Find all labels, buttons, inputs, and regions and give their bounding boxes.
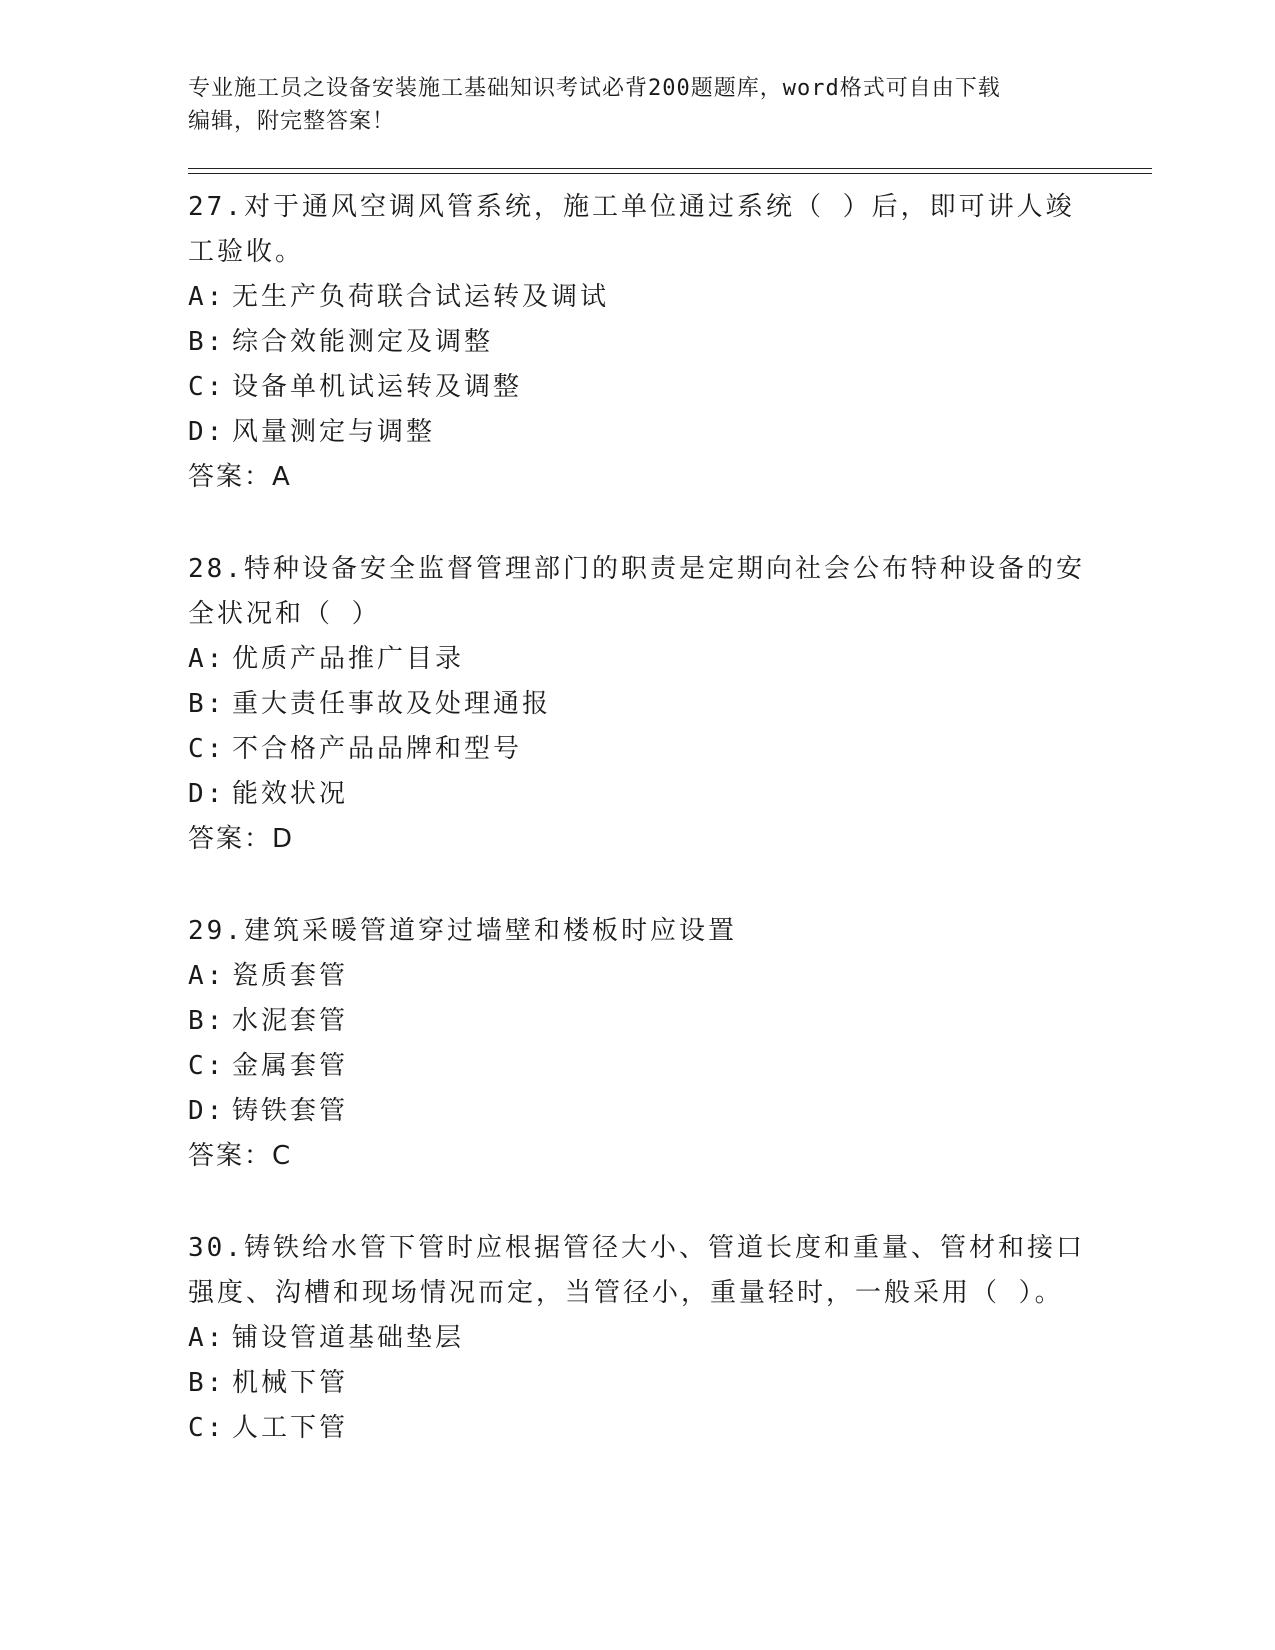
option-letter: B:	[188, 327, 226, 357]
option-text: 金属套管	[232, 1051, 349, 1081]
option-letter: B:	[188, 689, 226, 719]
option-text: 机械下管	[232, 1368, 349, 1398]
answer: 答案：D	[188, 824, 295, 854]
option-b	[188, 999, 1088, 1044]
document-header	[188, 72, 1068, 138]
option-b	[188, 682, 1088, 727]
answer: 答案：C	[188, 1141, 293, 1171]
question-text-line: 强度、沟槽和现场情况而定，当管径小，重量轻时，一般采用（ ）。	[188, 1278, 1064, 1308]
question-27	[188, 185, 1088, 500]
question-text	[188, 909, 1088, 954]
option-letter: C:	[188, 372, 226, 402]
question-text-line: 工验收。	[188, 237, 305, 267]
question-text-line: 29.建筑采暖管道穿过墙壁和楼板时应设置	[188, 916, 737, 946]
option-c	[188, 1406, 1088, 1451]
question-text	[188, 1226, 1088, 1316]
header-title-line-1: 专业施工员之设备安装施工基础知识考试必背200题题库，word格式可自由下载	[188, 76, 1001, 101]
question-28	[188, 547, 1088, 862]
question-30	[188, 1226, 1088, 1451]
option-text: 瓷质套管	[232, 961, 349, 991]
option-text: 优质产品推广目录	[232, 644, 465, 674]
option-b	[188, 1361, 1088, 1406]
answer: 答案：A	[188, 462, 292, 492]
option-d	[188, 772, 1088, 817]
option-d	[188, 410, 1088, 455]
option-text: 能效状况	[232, 779, 349, 809]
option-d	[188, 1089, 1088, 1134]
header-divider-bottom	[188, 173, 1152, 174]
option-text: 人工下管	[232, 1413, 349, 1443]
header-divider-top	[188, 168, 1152, 169]
option-letter: D:	[188, 417, 226, 447]
option-letter: D:	[188, 779, 226, 809]
option-c	[188, 365, 1088, 410]
question-29	[188, 909, 1088, 1179]
option-text: 重大责任事故及处理通报	[232, 689, 552, 719]
option-a	[188, 275, 1088, 320]
question-text-line: 27.对于通风空调风管系统，施工单位通过系统（ ）后，即可讲人竣	[188, 192, 1075, 222]
option-letter: C:	[188, 734, 226, 764]
option-a	[188, 637, 1088, 682]
option-letter: A:	[188, 1323, 226, 1353]
question-text-line: 30.铸铁给水管下管时应根据管径大小、管道长度和重量、管材和接口	[188, 1233, 1085, 1263]
option-b	[188, 320, 1088, 365]
option-c	[188, 1044, 1088, 1089]
question-list	[188, 185, 1088, 1498]
question-text	[188, 547, 1088, 637]
question-text	[188, 185, 1088, 275]
header-title-line-2: 编辑，附完整答案！	[188, 109, 396, 134]
option-a	[188, 1316, 1088, 1361]
option-text: 无生产负荷联合试运转及调试	[232, 282, 610, 312]
option-letter: D:	[188, 1096, 226, 1126]
option-letter: C:	[188, 1413, 226, 1443]
option-text: 设备单机试运转及调整	[232, 372, 523, 402]
option-letter: B:	[188, 1368, 226, 1398]
option-text: 不合格产品品牌和型号	[232, 734, 523, 764]
option-letter: B:	[188, 1006, 226, 1036]
option-letter: C:	[188, 1051, 226, 1081]
option-text: 铺设管道基础垫层	[232, 1323, 465, 1353]
option-c	[188, 727, 1088, 772]
question-text-line: 28.特种设备安全监督管理部门的职责是定期向社会公布特种设备的安	[188, 554, 1085, 584]
option-letter: A:	[188, 644, 226, 674]
option-a	[188, 954, 1088, 999]
option-text: 铸铁套管	[232, 1096, 349, 1126]
option-text: 综合效能测定及调整	[232, 327, 494, 357]
option-text: 风量测定与调整	[232, 417, 436, 447]
question-text-line: 全状况和（ ）	[188, 599, 381, 629]
option-text: 水泥套管	[232, 1006, 349, 1036]
option-letter: A:	[188, 282, 226, 312]
option-letter: A:	[188, 961, 226, 991]
